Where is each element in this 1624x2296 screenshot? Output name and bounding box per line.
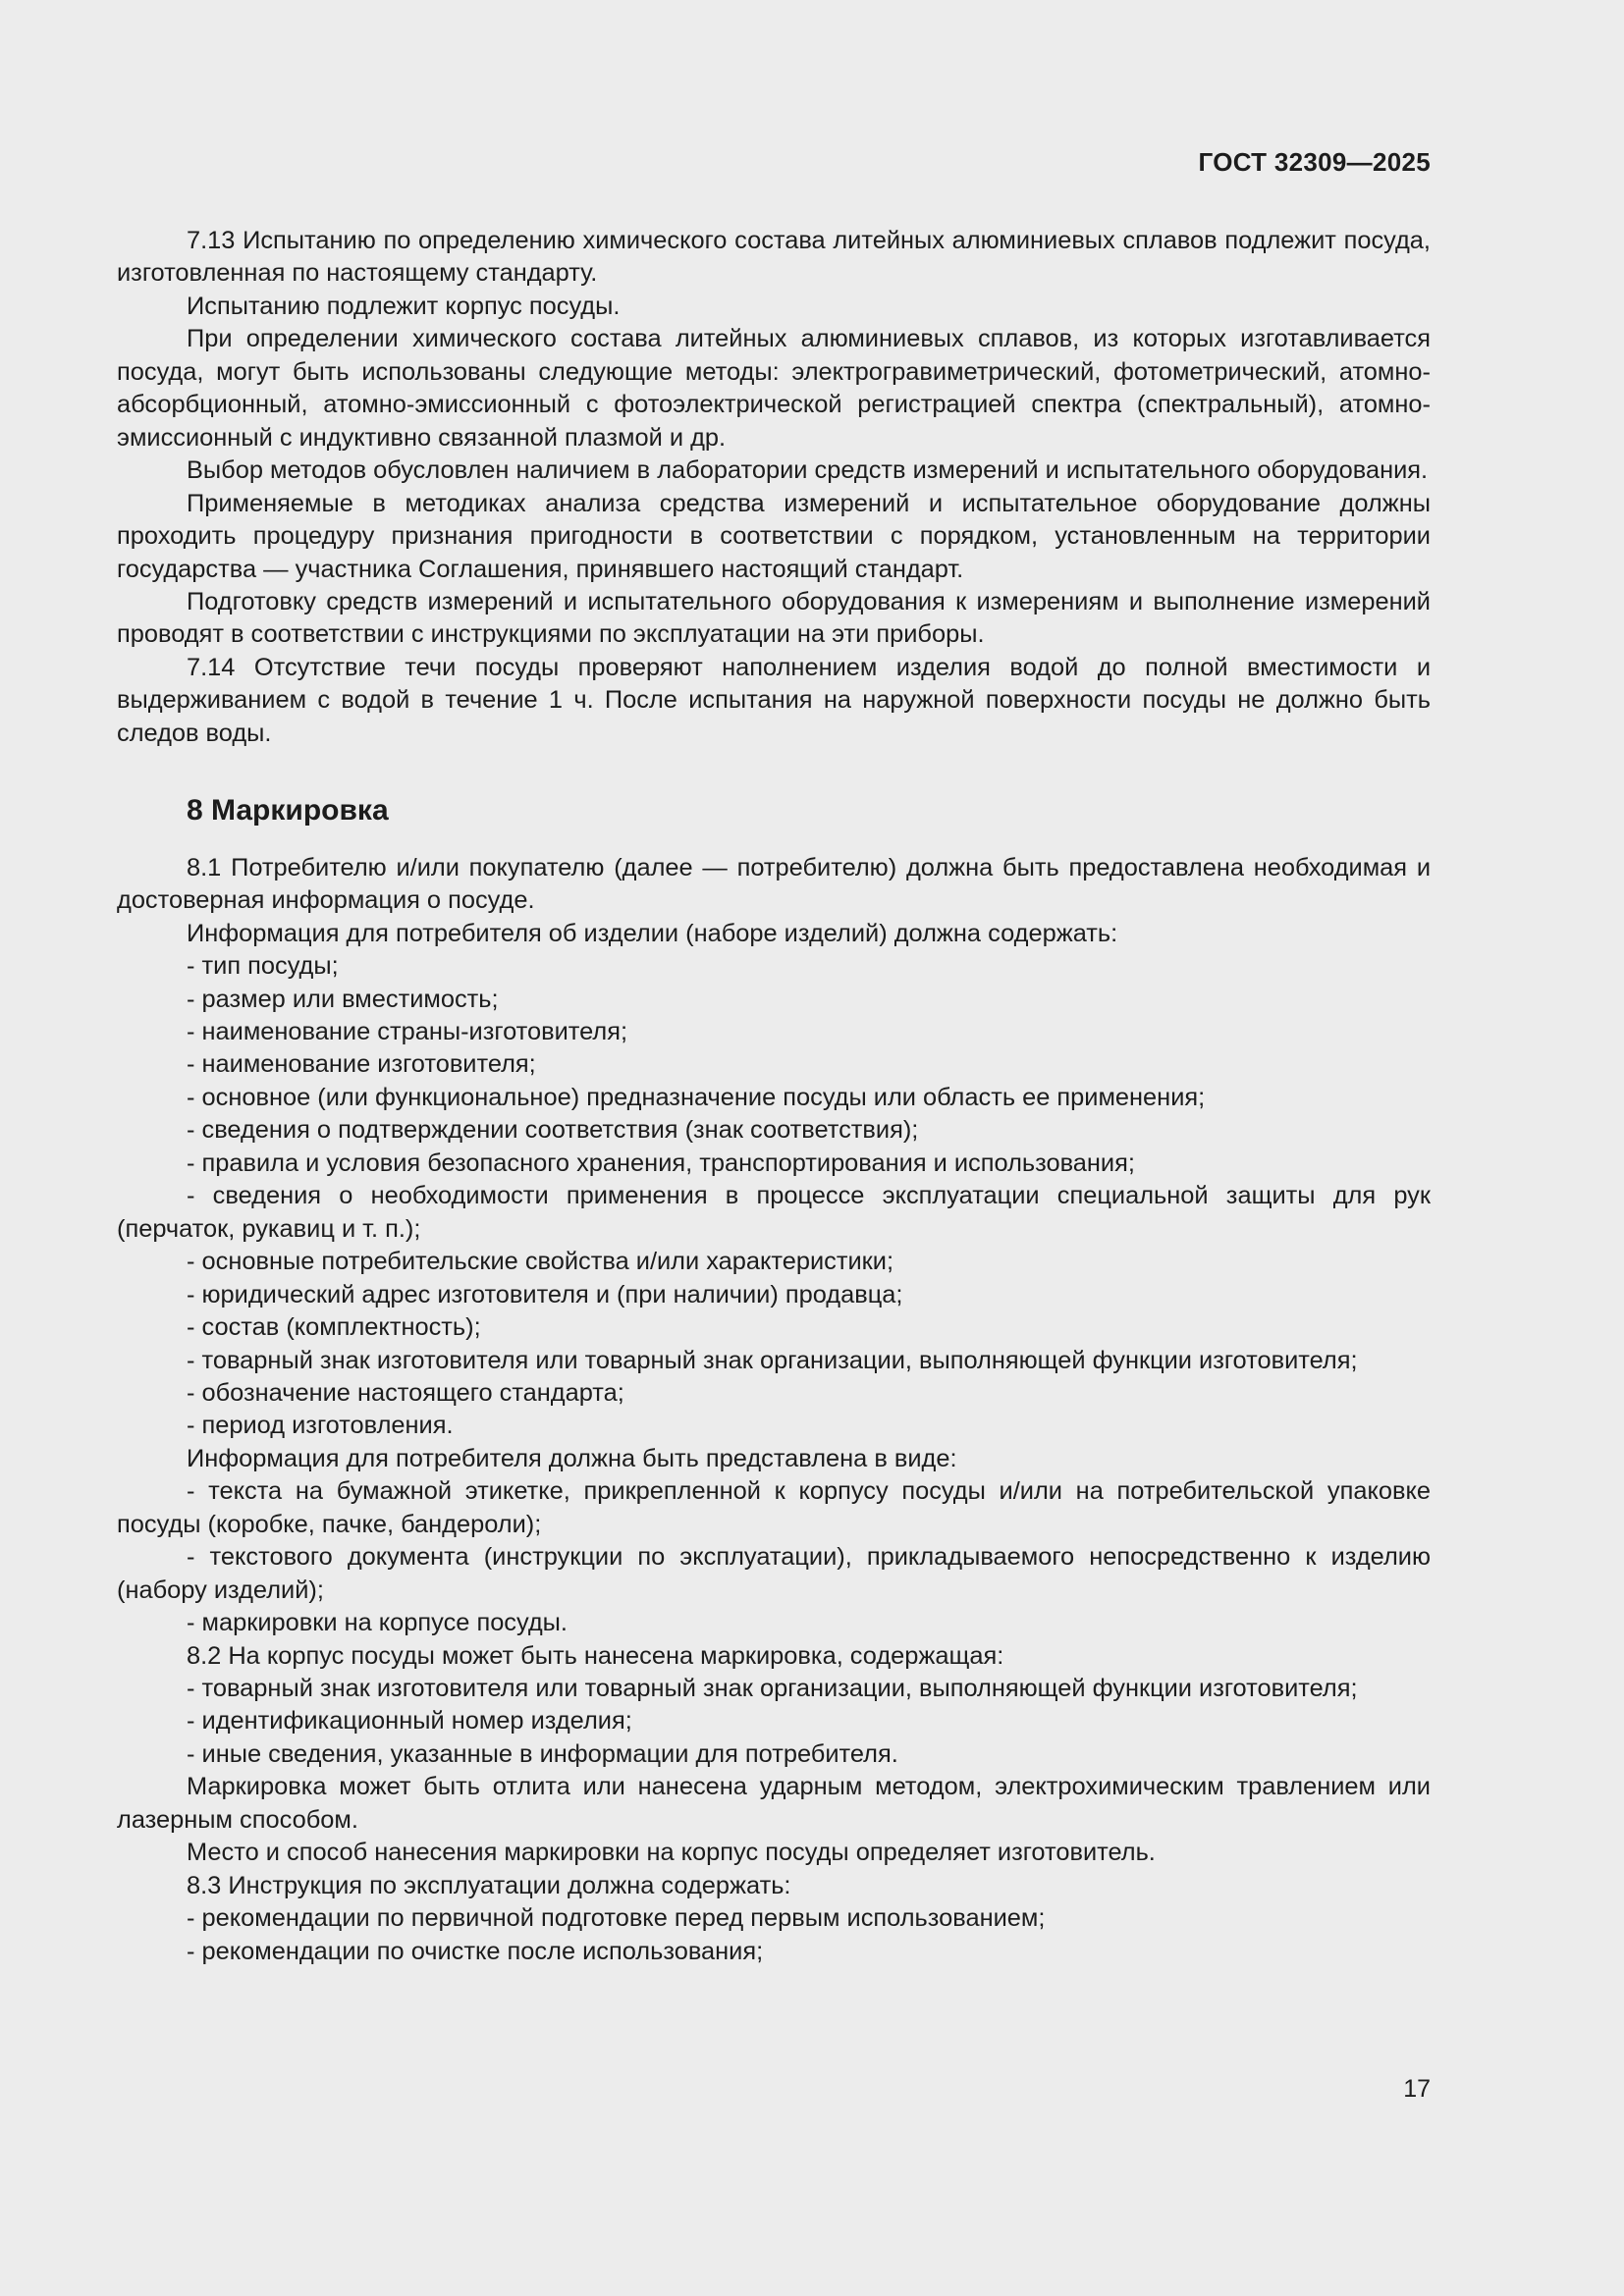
list-item: - состав (комплектность); — [187, 1313, 481, 1342]
paragraph: Выбор методов обусловлен наличием в лаборатории средств измерений и испытательного оборудования. — [187, 456, 1429, 485]
list-item: - текста на бумажной этикетке, прикрепленной к корпусу посуды и/или на потребительской упаковке посуды (коробке, пачке, бандероли); — [117, 1477, 1431, 1538]
paragraph: Маркировка может быть отлита или нанесена ударным методом, электрохимическим травлением или лазерным способом. — [117, 1773, 1431, 1834]
list-item: - наименование страны-изготовителя; — [187, 1017, 628, 1045]
list-item: - сведения о подтверждении соответствия (знак соответствия); — [187, 1116, 919, 1145]
paragraph: При определении химического состава литейных алюминиевых сплавов, из которых изготавливается посуда, могут быть использованы следующие методы: электрогравиметрический, фотометрический, атомно-абсорбционный, атомно-эмиссионный с фотоэлектрической регистрацией спектра (спектральный), атомно-эмиссионный с индуктивно связанной плазмой и др. — [117, 325, 1431, 452]
list-item: - обозначение настоящего стандарта; — [187, 1378, 624, 1407]
list-item: - основные потребительские свойства и/или характеристики; — [187, 1248, 894, 1276]
document-body — [117, 225, 1431, 1968]
paragraph: Информация для потребителя об изделии (наборе изделий) должна содержать: — [187, 919, 1118, 947]
list-item: - маркировки на корпусе посуды. — [187, 1609, 568, 1637]
document-header: ГОСТ 32309—2025 — [1198, 147, 1431, 177]
paragraph: Подготовку средств измерений и испытательного оборудования к измерениям и выполнение измерений проводят в соответствии с инструкциями по эксплуатации на эти приборы. — [117, 587, 1431, 649]
list-item: - товарный знак изготовителя или товарный знак организации, выполняющей функции изготовителя; — [187, 1346, 1358, 1374]
paragraph: Испытанию подлежит корпус посуды. — [187, 292, 621, 320]
list-item: - тип посуды; — [187, 952, 339, 981]
paragraph: 8.2 На корпус посуды может быть нанесена маркировка, содержащая: — [187, 1641, 1004, 1670]
paragraph: Место и способ нанесения маркировки на корпус посуды определяет изготовитель. — [187, 1839, 1156, 1867]
list-item: - период изготовления. — [187, 1412, 454, 1440]
list-item: - правила и условия безопасного хранения, транспортирования и использования; — [187, 1148, 1135, 1177]
list-item: - текстового документа (инструкции по эксплуатации), прикладываемого непосредственно к изделию (набору изделий); — [117, 1543, 1431, 1604]
paragraph: 8.1 Потребителю и/или покупателю (далее — потребителю) должна быть предоставлена необходимая и достоверная информация о посуде. — [117, 853, 1431, 915]
list-item: - юридический адрес изготовителя и (при наличии) продавца; — [187, 1280, 903, 1308]
paragraph: 7.13 Испытанию по определению химического состава литейных алюминиевых сплавов подлежит посуда, изготовленная по настоящему стандарту. — [117, 227, 1431, 288]
list-item: - идентификационный номер изделия; — [187, 1707, 632, 1735]
paragraph: Информация для потребителя должна быть представлена в виде: — [187, 1444, 957, 1472]
section-8-paragraphs — [117, 852, 1431, 1968]
list-item: - сведения о необходимости применения в процессе эксплуатации специальной защиты для рук (перчаток, рукавиц и т. п.); — [117, 1182, 1431, 1243]
list-item: - основное (или функциональное) предназначение посуды или область ее применения; — [187, 1083, 1206, 1111]
list-item: - размер или вместимость; — [187, 985, 499, 1013]
paragraph: Применяемые в методиках анализа средства измерений и испытательное оборудование должны проходить процедуру признания пригодности в соответствии с порядком, установленным на территории государства — участника Соглашения, принявшего настоящий стандарт. — [117, 489, 1431, 583]
list-item: - рекомендации по очистке после использования; — [187, 1937, 764, 1965]
list-item: - наименование изготовителя; — [187, 1050, 536, 1079]
list-item: - товарный знак изготовителя или товарный знак организации, выполняющей функции изготовителя; — [187, 1675, 1358, 1703]
list-item: - рекомендации по первичной подготовке перед первым использованием; — [187, 1904, 1046, 1933]
section-7-paragraphs — [117, 225, 1431, 750]
list-item: - иные сведения, указанные в информации для потребителя. — [187, 1739, 898, 1768]
page-number: 17 — [1403, 2075, 1431, 2103]
paragraph: 8.3 Инструкция по эксплуатации должна содержать: — [187, 1871, 791, 1899]
paragraph: 7.14 Отсутствие течи посуды проверяют наполнением изделия водой до полной вместимости и выдерживанием с водой в течение 1 ч. После испытания на наружной поверхности посуды не должно быть следов воды. — [117, 653, 1431, 747]
section-heading: 8 Маркировка — [187, 794, 389, 828]
